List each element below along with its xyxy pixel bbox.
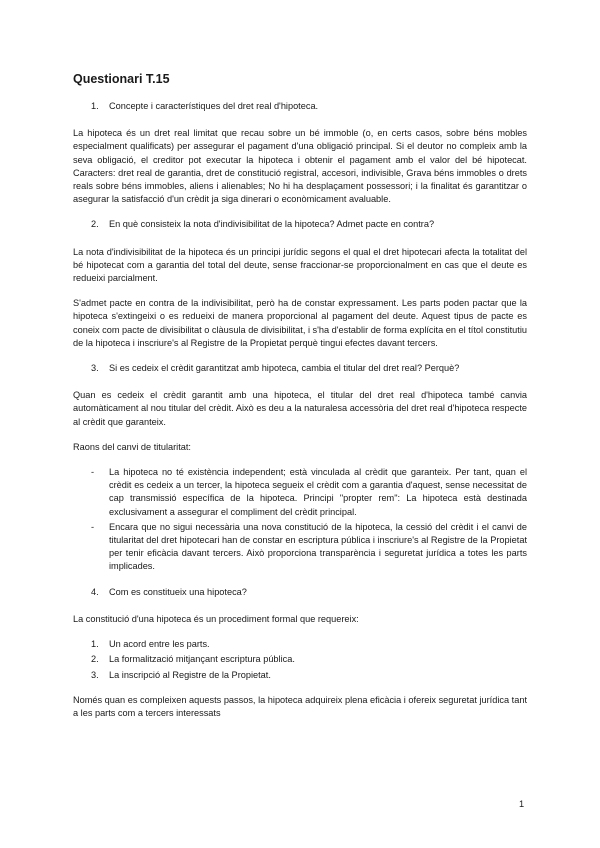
answer-4-intro: La constitució d'una hipoteca és un procediment formal que requereix: — [73, 613, 359, 624]
question-1 — [73, 100, 527, 113]
list-item — [73, 653, 527, 666]
answer-2-paragraph-1: La nota d'indivisibilitat de la hipoteca és un principi jurídic segons el qual el dret hipotecari afecta la totalitat del bé hipotecat com a garantia del total del deute, sense fraccionar-se proporcionalment en cas que el deute es redueixi parcialment. — [73, 246, 527, 284]
list-item — [73, 638, 527, 651]
page-title: Questionari T.15 — [73, 72, 170, 86]
reason-text: Encara que no sigui necessària una nova constitució de la hipoteca, la cessió del crèdit i el canvi de titularitat del dret hipotecari han de constar en escriptura pública i inscriure's al Registre de la Propietat per tenir eficàcia davant tercers. Això proporciona transparència i seguretat jurídica a totes les parts implicades. — [109, 521, 527, 572]
question-4-text: Com es constitueix una hipoteca? — [109, 586, 247, 597]
answer-4-closing: Només quan es compleixen aquests passos, la hipoteca adquireix plena eficàcia i ofereix seguretat jurídica tant a les parts com a tercers interessats — [73, 694, 527, 718]
question-2-text: En què consisteix la nota d'indivisibilitat de la hipoteca? Admet pacte en contra? — [109, 219, 435, 230]
step-number: 1. — [91, 639, 99, 650]
list-item — [73, 521, 527, 574]
question-1-number: 1. — [91, 101, 99, 111]
reason-text: La hipoteca no té existència independent; està vinculada al crèdit que garanteix. Per tant, quan el crèdit es cedeix a un tercer, la hipoteca segueix el crèdit com a garantia d'aquest, sense necessitat de cap transmissió específica de la hipoteca. Principi "propter rem": La hipoteca està destinada exclusivament a assegurar el compliment del crèdit principal. — [109, 467, 527, 517]
list-item — [73, 466, 527, 519]
reasons-title: Raons del canvi de titularitat: — [73, 441, 191, 452]
question-3-number: 3. — [91, 363, 99, 374]
question-4 — [73, 586, 527, 599]
answer-3: Quan es cedeix el crèdit garantit amb una hipoteca, el titular del dret real d'hipoteca també canvia automàticament al nou titular del crèdit. Això es deu a la naturalesa accessòria del dret real d'hipoteca respecte al crèdit que garanteix. — [73, 390, 527, 427]
steps-list — [73, 638, 527, 682]
answer-1: La hipoteca és un dret real limitat que recau sobre un bé immoble (o, en certs casos, sobre béns mobles especialment qualificats) per assegurar el pagament d'una obligació principal. Si el deutor no compleix amb la seva obligació, el creditor pot executar la hipoteca i obtenir el pagament amb el valor del bé hipotecat. Caracters: dret real de garantia, dret de constitució registral, accesori, indivisible, Grava béns immobles o drets reals sobre béns immobles, aliens i alienables; No hi ha desplaçament possessori; i la finalitat és garantitzar o asegurar la satisfacció d'un crèdit ja siga dinerari o econòmicament avaluable. — [73, 128, 527, 205]
list-item — [73, 669, 527, 682]
dash-marker: - — [91, 521, 95, 532]
page-number: 1 — [519, 799, 525, 809]
question-1-text: Concepte i característiques del dret real d'hipoteca. — [109, 101, 319, 111]
question-4-number: 4. — [91, 586, 99, 597]
question-2-number: 2. — [91, 219, 99, 230]
step-text: La formalització mitjançant escriptura pública. — [109, 654, 295, 665]
question-3 — [73, 362, 527, 375]
document-body — [73, 100, 527, 732]
step-number: 2. — [91, 654, 99, 665]
question-3-text: Si es cedeix el crèdit garantitzat amb hipoteca, cambia el titular del dret real? Perquè? — [109, 363, 460, 374]
dash-marker: - — [91, 467, 95, 478]
question-2 — [73, 218, 527, 231]
reasons-list — [73, 466, 527, 574]
answer-2-paragraph-2: S'admet pacte en contra de la indivisibilitat, però ha de constar expressament. Les parts poden pactar que la hipoteca s'extingeixi o es redueixi de manera proporcional al pagament del deute. Aquest tipus de pacte es coneix com pacte de divisibilitat o clàusula de divisibilitat, i s'ha d'establir de forma explícita en el títol constitutiu de la hipoteca i inscriure's al Registre de la Propietat perquè tingui efectes davant tercers. — [73, 298, 527, 348]
step-text: La inscripció al Registre de la Propietat. — [109, 669, 271, 680]
step-text: Un acord entre les parts. — [109, 639, 210, 650]
step-number: 3. — [91, 669, 99, 680]
